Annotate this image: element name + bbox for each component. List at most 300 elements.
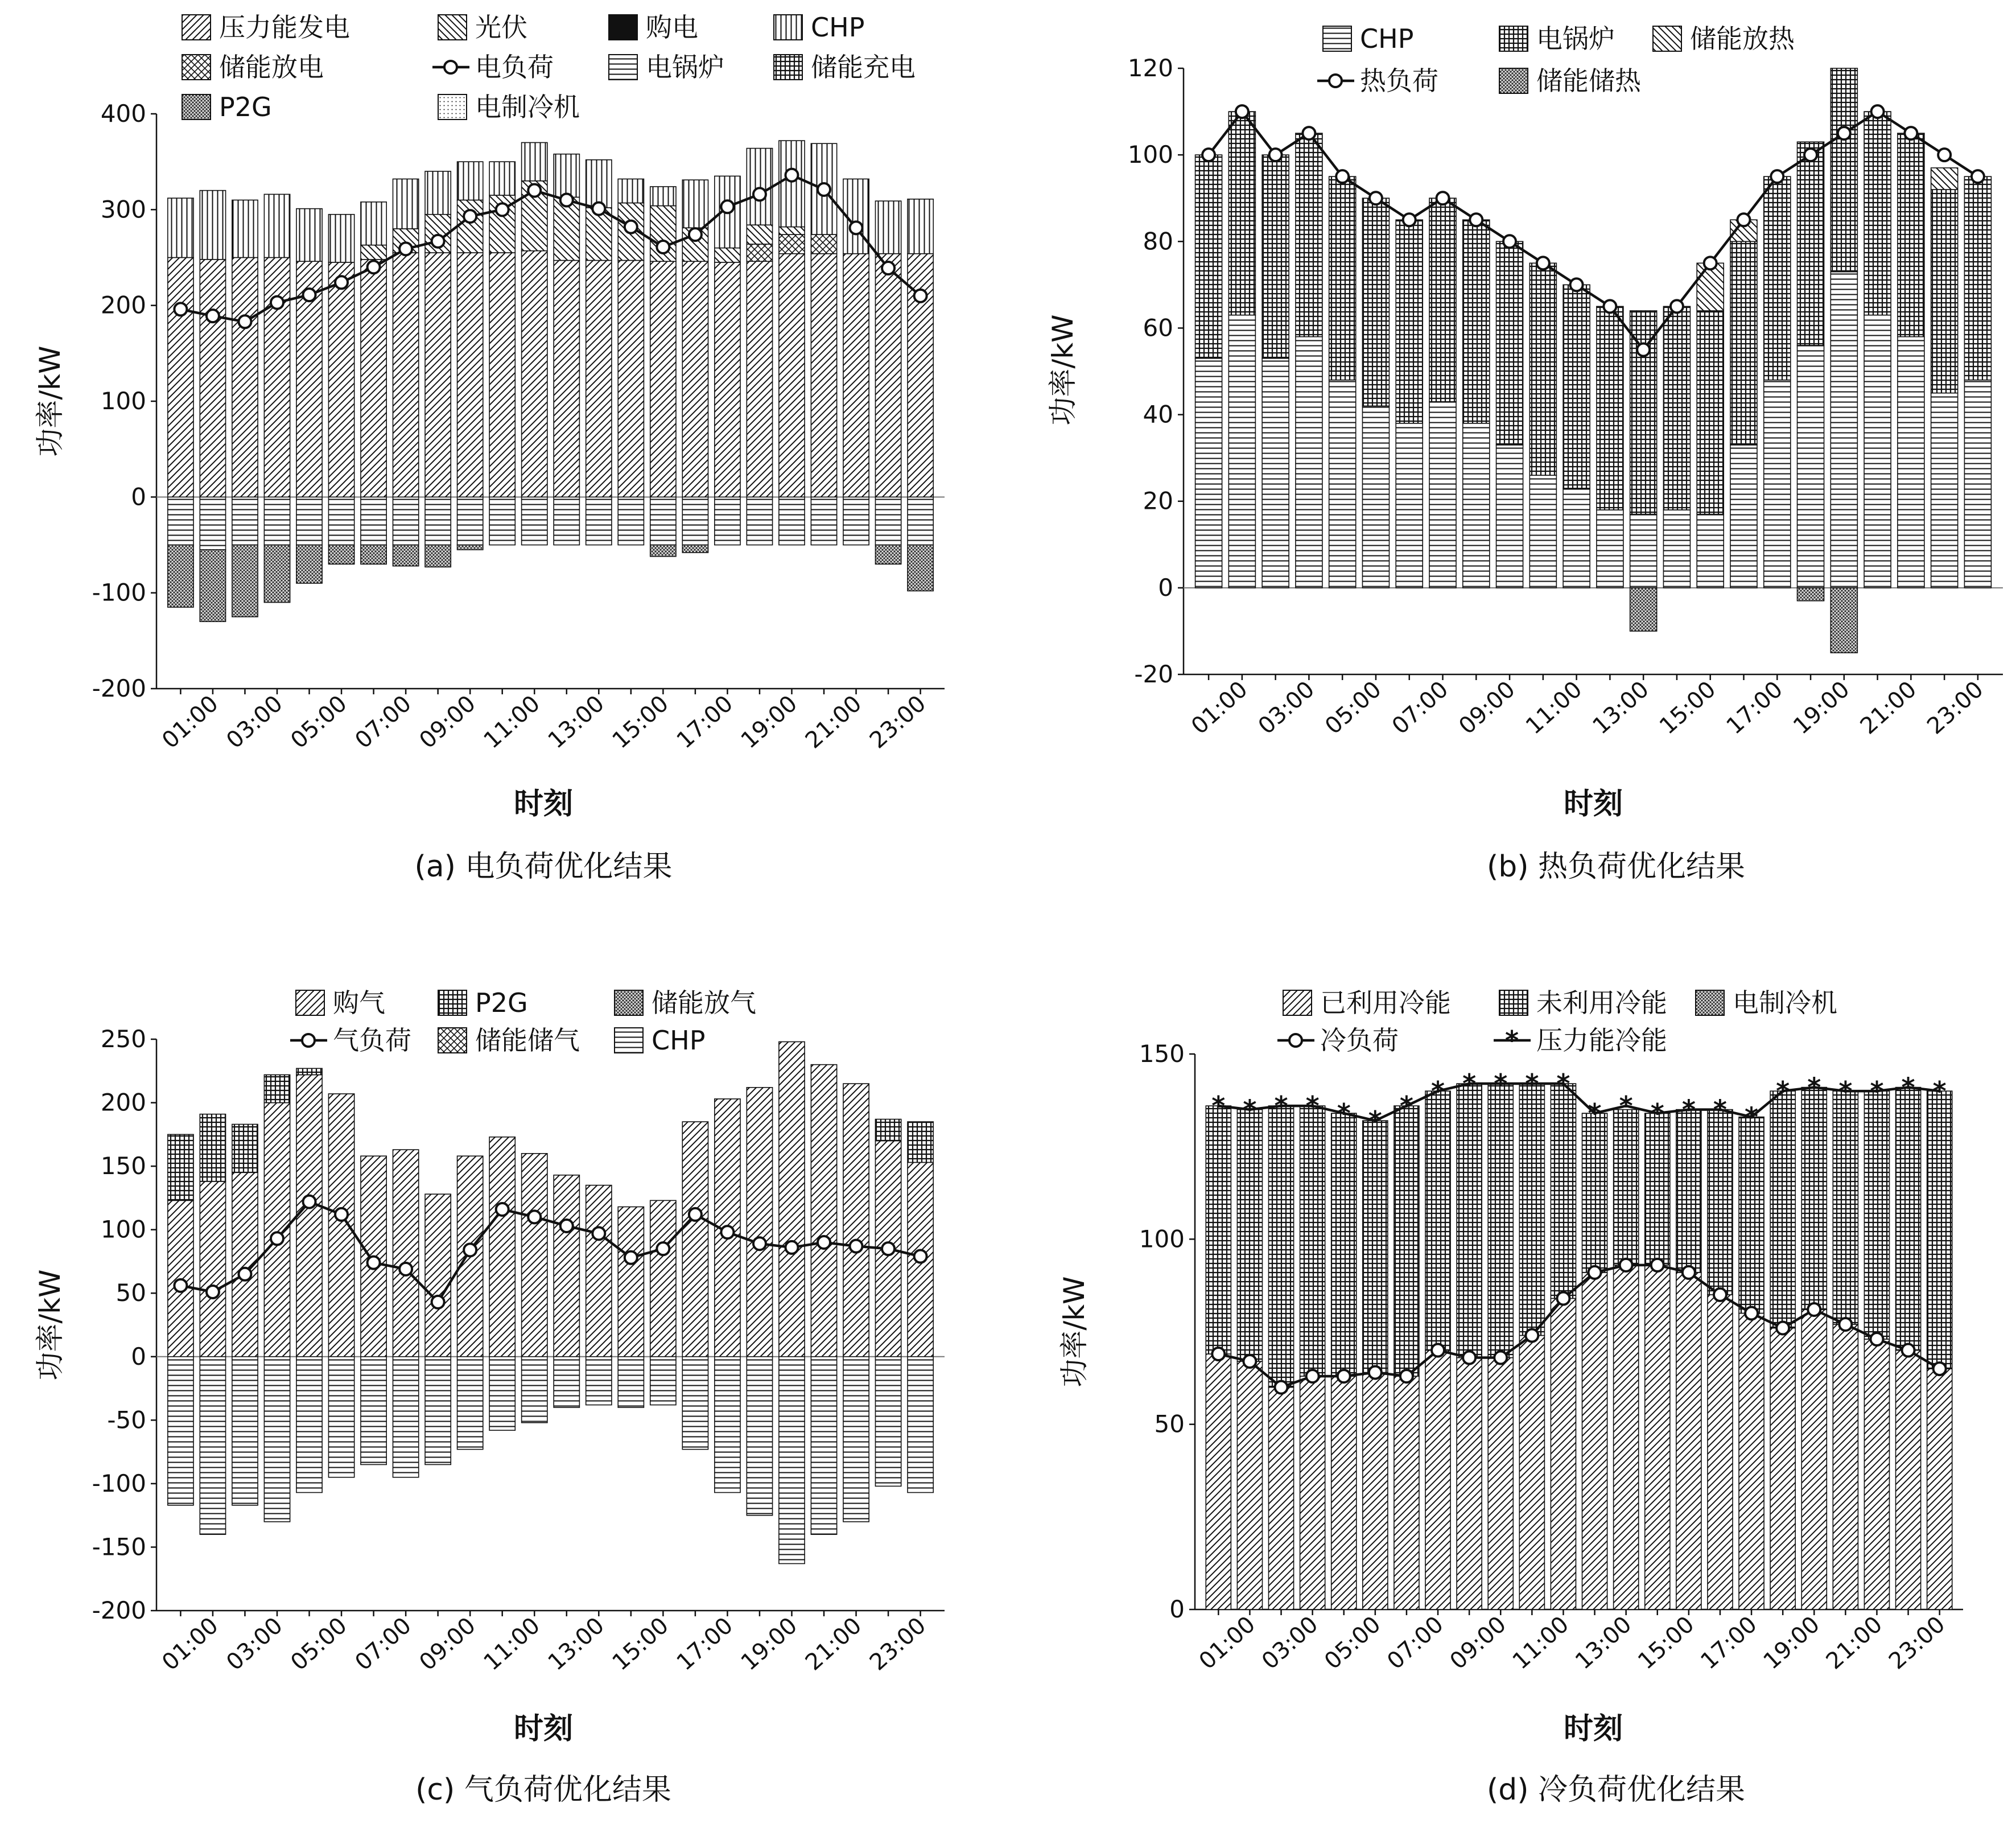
circle-marker	[1269, 149, 1282, 161]
y-tick-label: 80	[1143, 227, 1173, 256]
circle-marker	[1737, 213, 1750, 226]
bar-segment	[1931, 190, 1958, 393]
y-axis-title: 功率/kW	[1046, 314, 1079, 426]
circle-marker	[1503, 235, 1516, 248]
bar-segment	[1964, 176, 1991, 380]
bar-segment	[908, 1122, 933, 1162]
x-tick-label: 05:00	[286, 690, 352, 754]
star-marker: *	[1243, 1094, 1257, 1125]
bar-segment	[747, 497, 772, 545]
circle-marker	[1620, 1259, 1632, 1271]
circle-marker	[303, 1196, 316, 1208]
circle-marker	[238, 315, 251, 328]
bar-segment	[393, 1150, 419, 1357]
bar-segment	[1529, 263, 1556, 475]
bar-segment	[1898, 337, 1924, 588]
bar-segment	[554, 497, 579, 545]
bar-segment	[554, 154, 579, 197]
bar-segment	[1362, 198, 1389, 406]
y-tick-label: 0	[131, 483, 146, 511]
bar-segment	[296, 1357, 322, 1493]
star-marker: *	[1274, 1090, 1288, 1122]
bar-segment	[1931, 168, 1958, 190]
bar-segment	[875, 497, 901, 545]
circle-marker	[1432, 1344, 1444, 1357]
legend-label: 电制冷机	[1733, 987, 1837, 1018]
bar-segment	[522, 1154, 547, 1357]
circle-marker	[689, 1208, 702, 1221]
circle-marker	[1494, 1352, 1507, 1364]
bar-segment	[1614, 1110, 1639, 1265]
y-axis-title: 功率/kW	[1058, 1276, 1091, 1388]
bar-segment	[1801, 1088, 1827, 1310]
legend-label: 储能储热	[1536, 65, 1641, 96]
circle-marker	[1771, 170, 1783, 183]
legend-swatch	[774, 15, 802, 40]
circle-marker	[753, 1237, 766, 1250]
x-tick-label: 01:00	[157, 690, 224, 754]
x-tick-label: 09:00	[1454, 676, 1520, 740]
circle-marker	[1902, 1344, 1915, 1357]
chart-caption: (b) 热负荷优化结果	[1486, 850, 1746, 884]
x-tick-label: 17:00	[671, 1612, 739, 1676]
bar-segment	[1597, 510, 1623, 588]
circle-marker	[657, 1242, 669, 1255]
legend-label: P2G	[219, 92, 272, 122]
circle-marker	[1808, 1303, 1820, 1316]
bar-segment	[393, 545, 419, 566]
star-marker: *	[1588, 1098, 1602, 1129]
bar-segment	[264, 258, 290, 497]
bar-segment	[522, 251, 547, 497]
circle-marker	[1838, 127, 1850, 139]
legend-label: 购电	[646, 12, 698, 43]
bar-segment	[843, 1084, 869, 1357]
legend-swatch	[1499, 68, 1528, 93]
chart-electric-load	[34, 12, 945, 884]
bar-segment	[875, 1357, 901, 1487]
y-tick-label: -50	[107, 1406, 146, 1434]
bar-segment	[522, 1357, 547, 1423]
y-tick-label: 200	[100, 291, 146, 319]
bar-segment	[908, 1357, 933, 1493]
circle-marker	[174, 303, 187, 315]
bar-segment	[1708, 1110, 1733, 1295]
circle-marker	[914, 1250, 927, 1263]
bar-segment	[1300, 1106, 1325, 1376]
legend-swatch	[609, 15, 637, 40]
y-tick-label: 300	[100, 195, 146, 224]
bar-segment	[1764, 380, 1791, 588]
bar-segment	[811, 1357, 836, 1534]
bar-segment	[1630, 311, 1657, 514]
circle-marker	[560, 194, 573, 207]
bar-segment	[168, 1357, 193, 1505]
legend-label: 未利用冷能	[1536, 987, 1667, 1018]
star-marker: *	[1713, 1094, 1727, 1125]
circle-marker	[914, 290, 927, 302]
chart-caption: (d) 冷负荷优化结果	[1486, 1773, 1746, 1807]
bar-segment	[1739, 1313, 1764, 1609]
bar-segment	[1739, 1117, 1764, 1314]
star-marker: *	[1337, 1098, 1351, 1129]
series-line	[180, 1202, 920, 1302]
circle-marker	[1275, 1381, 1288, 1394]
star-marker: *	[1431, 1076, 1445, 1107]
legend-label: 储能放气	[652, 987, 756, 1018]
bar-segment	[1425, 1351, 1450, 1609]
bar-segment	[1708, 1295, 1733, 1609]
bar-segment	[1496, 241, 1523, 445]
bar-segment	[843, 497, 869, 545]
bar-segment	[232, 1357, 258, 1505]
legend-swatch	[438, 94, 467, 120]
series-line	[180, 175, 920, 322]
circle-marker	[882, 262, 894, 274]
circle-marker	[496, 1203, 509, 1216]
circle-marker	[1933, 1362, 1946, 1375]
legend-swatch	[774, 55, 802, 80]
bar-segment	[1329, 176, 1356, 380]
x-tick-label: 23:00	[1922, 676, 1989, 740]
circle-marker	[1236, 105, 1248, 118]
star-marker: *	[1681, 1094, 1696, 1125]
circle-marker	[1683, 1266, 1695, 1279]
legend-label: 储能放电	[219, 52, 324, 83]
y-tick-label: -100	[92, 578, 146, 607]
bar-segment	[361, 545, 386, 565]
legend-label: 储能储气	[475, 1025, 580, 1056]
bar-segment	[1582, 1113, 1607, 1273]
y-tick-label: 100	[100, 1215, 146, 1244]
bar-segment	[747, 261, 772, 497]
chart-caption: (a) 电负荷优化结果	[414, 850, 673, 884]
bar-segment	[715, 262, 740, 497]
x-tick-label: 23:00	[864, 690, 931, 754]
bar-segment	[1663, 306, 1690, 510]
x-tick-label: 01:00	[157, 1612, 224, 1676]
circle-marker	[1704, 257, 1717, 269]
bar-segment	[1927, 1091, 1952, 1369]
y-tick-label: 40	[1143, 400, 1173, 429]
bar-segment	[586, 1185, 612, 1357]
star-marker: *	[1211, 1090, 1226, 1122]
circle-marker	[592, 1227, 605, 1240]
bar-segment	[393, 1357, 419, 1477]
bar-segment	[908, 545, 933, 591]
star-marker: *	[1650, 1098, 1664, 1129]
legend-label: 气负荷	[333, 1025, 411, 1056]
bar-segment	[811, 234, 836, 254]
legend-swatch	[615, 1028, 643, 1053]
circle-marker	[271, 297, 283, 309]
x-tick-label: 21:00	[800, 1612, 867, 1676]
bar-segment	[457, 162, 483, 200]
x-tick-label: 03:00	[1256, 1611, 1324, 1675]
x-tick-label: 09:00	[1445, 1611, 1511, 1675]
bar-segment	[1931, 393, 1958, 588]
series-line	[1218, 1084, 1939, 1121]
x-tick-label: 03:00	[221, 690, 288, 754]
legend-swatch	[615, 990, 643, 1015]
legend-label: 冷负荷	[1320, 1025, 1399, 1056]
bar-segment	[1396, 423, 1423, 588]
bar-segment	[1206, 1354, 1231, 1609]
star-marker: *	[1807, 1072, 1821, 1103]
bar-segment	[779, 227, 805, 234]
bar-segment	[1228, 315, 1255, 588]
bar-segment	[554, 1175, 579, 1357]
legend-label: 储能放热	[1690, 23, 1795, 54]
bar-segment	[168, 497, 193, 545]
circle-marker	[432, 1296, 444, 1308]
circle-marker	[625, 1251, 637, 1264]
circle-marker	[689, 228, 702, 241]
star-marker: *	[1525, 1068, 1539, 1100]
bar-segment	[457, 200, 483, 253]
legend-label: P2G	[475, 987, 528, 1018]
legend-label: 电负荷	[475, 52, 554, 83]
circle-marker	[528, 184, 541, 197]
bar-segment	[747, 1088, 772, 1357]
x-tick-label: 09:00	[414, 690, 481, 754]
bar-segment	[811, 1065, 836, 1357]
bar-segment	[1831, 588, 1857, 653]
legend-label: 压力能发电	[219, 12, 350, 43]
bar-segment	[747, 1357, 772, 1516]
circle-marker	[721, 1226, 733, 1238]
bar-segment	[1833, 1324, 1858, 1609]
bar-segment	[650, 1200, 676, 1356]
bar-segment	[682, 261, 708, 497]
bar-segment	[1614, 1265, 1639, 1609]
circle-marker	[1369, 1366, 1382, 1379]
y-axis-title: 功率/kW	[34, 345, 67, 457]
legend-label: 热负荷	[1360, 65, 1438, 96]
bar-segment	[682, 1357, 708, 1450]
x-tick-label: 07:00	[350, 1612, 417, 1676]
x-axis-title: 时刻	[513, 787, 574, 821]
chart-gas-load	[34, 987, 945, 1807]
bar-segment	[489, 1357, 515, 1430]
bar-segment	[264, 194, 290, 257]
bar-segment	[1770, 1091, 1795, 1328]
bar-segment	[1329, 380, 1356, 588]
star-marker: *	[1745, 1101, 1759, 1133]
circle-marker	[238, 1268, 251, 1281]
legend-label: 电制冷机	[475, 92, 580, 122]
y-tick-label: 20	[1143, 487, 1173, 515]
x-tick-label: 11:00	[1520, 676, 1588, 740]
circle-marker	[1671, 300, 1683, 312]
bar-segment	[908, 199, 933, 254]
bar-segment	[393, 179, 419, 229]
bar-segment	[264, 1075, 290, 1102]
bar-segment	[875, 254, 901, 497]
bar-segment	[1488, 1358, 1513, 1609]
x-tick-label: 17:00	[1696, 1611, 1762, 1675]
y-tick-label: 100	[100, 387, 146, 415]
legend-label: CHP	[1360, 23, 1414, 54]
bar-segment	[1730, 445, 1757, 588]
bar-segment	[811, 497, 836, 545]
circle-marker	[1776, 1321, 1789, 1334]
bar-segment	[361, 202, 386, 245]
circle-marker	[1243, 1355, 1256, 1368]
bar-segment	[875, 201, 901, 254]
circle-marker	[1972, 170, 1984, 183]
circle-marker	[1403, 213, 1416, 226]
x-tick-label: 19:00	[1758, 1611, 1825, 1675]
y-tick-label: -200	[92, 1596, 146, 1624]
bar-segment	[1237, 1361, 1262, 1609]
y-tick-label: 0	[131, 1342, 146, 1370]
bar-segment	[779, 234, 805, 254]
bar-segment	[1864, 1091, 1889, 1339]
circle-marker	[432, 235, 444, 248]
y-tick-label: 400	[100, 100, 146, 127]
series-line	[1218, 1265, 1939, 1388]
bar-segment	[1268, 1106, 1293, 1388]
circle-marker	[207, 1286, 219, 1298]
y-tick-label: 250	[100, 1025, 146, 1053]
bar-segment	[328, 1094, 354, 1357]
star-marker: *	[1619, 1090, 1633, 1122]
x-tick-label: 13:00	[1588, 676, 1654, 740]
bar-segment	[489, 1137, 515, 1357]
circle-marker	[818, 1236, 830, 1249]
y-tick-label: 120	[1127, 54, 1173, 82]
bar-segment	[232, 258, 258, 497]
star-marker: *	[1368, 1105, 1382, 1137]
bar-segment	[1730, 241, 1757, 445]
x-tick-label: 17:00	[1721, 676, 1788, 740]
circle-marker	[1437, 192, 1449, 204]
bar-segment	[1457, 1358, 1482, 1609]
x-axis-title: 时刻	[1563, 1712, 1623, 1746]
bar-segment	[1663, 510, 1690, 588]
bar-segment	[618, 1357, 644, 1407]
bar-segment	[779, 141, 805, 227]
circle-marker	[399, 242, 412, 255]
bar-segment	[522, 143, 547, 181]
x-axis-title: 时刻	[513, 1712, 574, 1746]
bar-segment	[232, 1124, 258, 1172]
legend-swatch	[438, 1028, 467, 1053]
circle-marker	[303, 289, 316, 301]
circle-marker	[850, 1240, 863, 1253]
bar-segment	[328, 497, 354, 545]
x-tick-label: 21:00	[1855, 676, 1922, 740]
bar-segment	[425, 497, 451, 545]
circle-marker	[271, 1232, 283, 1245]
bar-segment	[618, 261, 644, 497]
circle-marker	[592, 203, 605, 215]
bar-segment	[554, 261, 579, 497]
legend-label: CHP	[811, 12, 865, 43]
x-tick-label: 11:00	[479, 1612, 545, 1676]
bar-segment	[1551, 1084, 1576, 1298]
bar-segment	[457, 253, 483, 497]
circle-marker	[1938, 149, 1951, 161]
bar-segment	[489, 497, 515, 545]
bar-segment	[296, 497, 322, 545]
bar-segment	[264, 545, 290, 603]
circle-marker	[1400, 1370, 1413, 1382]
bar-segment	[1262, 155, 1289, 359]
bar-segment	[1697, 514, 1724, 588]
bar-segment	[1645, 1113, 1670, 1265]
bar-segment	[779, 1357, 805, 1564]
bar-segment	[296, 1068, 322, 1075]
bar-segment	[1529, 475, 1556, 588]
bar-segment	[232, 200, 258, 258]
bar-segment	[361, 260, 386, 497]
bar-segment	[296, 545, 322, 583]
bar-segment	[1296, 133, 1322, 337]
y-tick-label: 150	[100, 1152, 146, 1180]
bar-segment	[1463, 423, 1490, 588]
bar-segment	[1195, 155, 1222, 359]
bar-segment	[811, 254, 836, 497]
bar-segment	[650, 187, 676, 206]
x-tick-label: 03:00	[221, 1612, 288, 1676]
bar-segment	[1262, 359, 1289, 588]
x-tick-label: 05:00	[1320, 676, 1387, 740]
circle-marker	[1338, 1370, 1350, 1382]
legend-swatch	[1499, 26, 1528, 51]
bar-segment	[586, 160, 612, 208]
y-tick-label: 200	[100, 1088, 146, 1117]
bar-segment	[875, 545, 901, 565]
x-axis-title: 时刻	[1563, 787, 1623, 821]
circle-marker	[207, 310, 219, 322]
bar-segment	[1798, 345, 1824, 588]
x-tick-label: 11:00	[479, 690, 545, 754]
bar-segment	[1363, 1373, 1388, 1609]
circle-marker	[625, 221, 637, 233]
legend-swatch	[1696, 990, 1724, 1015]
x-tick-label: 15:00	[607, 690, 674, 754]
bar-segment	[1764, 176, 1791, 380]
circle-marker	[1904, 127, 1917, 139]
x-tick-label: 03:00	[1253, 676, 1320, 740]
legend-label: 压力能冷能	[1536, 1025, 1667, 1056]
circle-marker	[1470, 213, 1482, 226]
circle-marker	[1745, 1307, 1758, 1319]
bar-segment	[554, 1357, 579, 1407]
legend-swatch	[1283, 990, 1312, 1015]
legend-swatch	[438, 15, 467, 40]
circle-marker	[335, 1208, 348, 1221]
bar-segment	[1331, 1113, 1357, 1376]
circle-marker	[1651, 1259, 1664, 1271]
bar-segment	[1770, 1328, 1795, 1609]
bar-segment	[393, 497, 419, 545]
legend-label: CHP	[652, 1025, 706, 1056]
y-tick-label: -200	[92, 674, 146, 702]
bar-segment	[1563, 285, 1590, 488]
legend-swatch	[1323, 26, 1351, 51]
bar-segment	[779, 1041, 805, 1356]
x-tick-label: 21:00	[800, 690, 867, 754]
bar-segment	[1425, 1091, 1450, 1350]
circle-marker	[1537, 257, 1549, 269]
circle-marker	[1302, 127, 1315, 139]
legend-label: 电锅炉	[646, 52, 724, 83]
bar-segment	[1645, 1265, 1670, 1609]
bar-segment	[1394, 1376, 1419, 1609]
